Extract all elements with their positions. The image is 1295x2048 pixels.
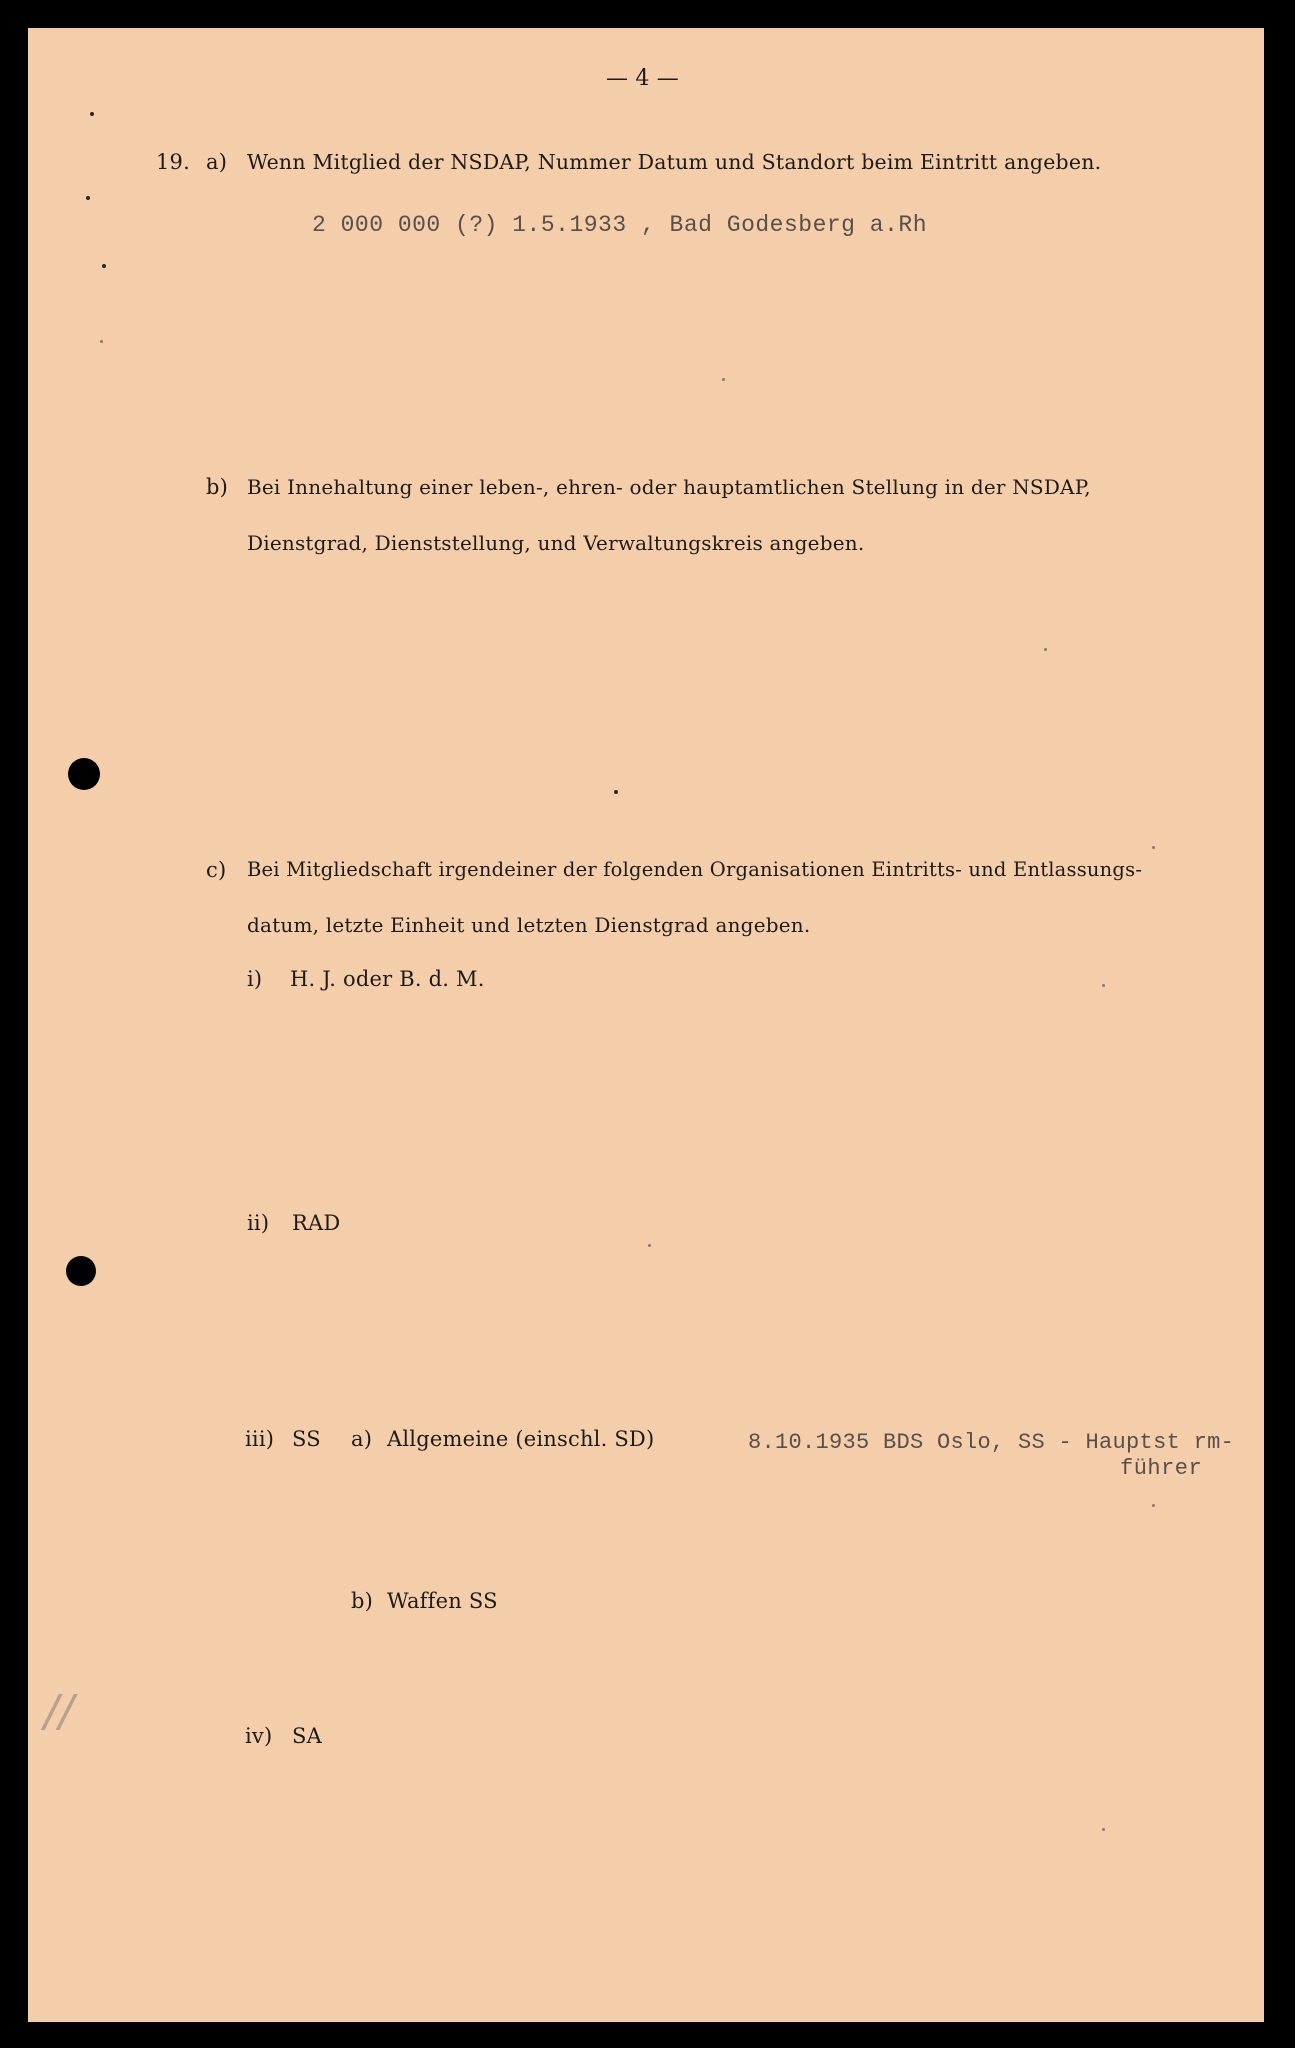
q19b-line1: Bei Innehaltung einer leben-, ehren- oder hauptamtlichen Stellung in der NSDAP, — [247, 475, 1091, 499]
q19a-answer: 2 000 000 (?) 1.5.1933 , Bad Godesberg a.Rh — [312, 212, 927, 238]
paper-speck — [102, 264, 106, 268]
document-page — [28, 28, 1264, 2022]
paper-speck — [1044, 648, 1047, 651]
item-iii-a-label: a) — [351, 1427, 373, 1451]
item-iv-text: SA — [292, 1724, 322, 1748]
q19a-label: a) — [206, 150, 228, 174]
paper-speck — [1152, 1504, 1155, 1507]
paper-speck — [86, 196, 90, 200]
punch-hole-top — [68, 758, 100, 790]
pencil-mark: // — [44, 1686, 74, 1737]
item-iii-a-answer-line1: 8.10.1935 BDS Oslo, SS - Hauptst rm- — [748, 1430, 1235, 1455]
page-number: — 4 — — [606, 66, 679, 91]
paper-speck — [1152, 846, 1155, 849]
question-number: 19. — [156, 150, 190, 174]
paper-speck — [648, 1244, 651, 1247]
item-iii-b-text: Waffen SS — [387, 1589, 498, 1613]
q19a-text: Wenn Mitglied der NSDAP, Nummer Datum und Standort beim Eintritt angeben. — [247, 150, 1102, 174]
q19b-line2: Dienstgrad, Dienststellung, und Verwaltungskreis angeben. — [247, 531, 865, 555]
item-iii-a-text: Allgemeine (einschl. SD) — [387, 1427, 655, 1451]
item-iii-a-answer-line2: führer — [1120, 1456, 1203, 1481]
item-ii-label: ii) — [247, 1211, 270, 1235]
paper-speck — [1102, 984, 1105, 987]
paper-speck — [1102, 1828, 1105, 1831]
paper-speck — [90, 112, 94, 116]
punch-hole-bottom — [66, 1256, 96, 1286]
item-i-label: i) — [247, 967, 263, 991]
item-iii-label: iii) — [245, 1427, 275, 1451]
item-iii-text: SS — [292, 1427, 321, 1451]
item-ii-text: RAD — [292, 1211, 341, 1235]
q19c-line2: datum, letzte Einheit und letzten Dienstgrad angeben. — [247, 913, 811, 937]
item-iii-b-label: b) — [351, 1589, 374, 1613]
paper-speck — [722, 378, 725, 381]
q19c-label: c) — [206, 858, 227, 882]
q19c-line1: Bei Mitgliedschaft irgendeiner der folgenden Organisationen Eintritts- und Entlassungs- — [247, 858, 1143, 881]
paper-speck — [100, 340, 103, 343]
item-i-text: H. J. oder B. d. M. — [290, 967, 485, 991]
item-iv-label: iv) — [245, 1724, 273, 1748]
q19b-label: b) — [206, 475, 229, 499]
paper-speck — [614, 790, 618, 794]
